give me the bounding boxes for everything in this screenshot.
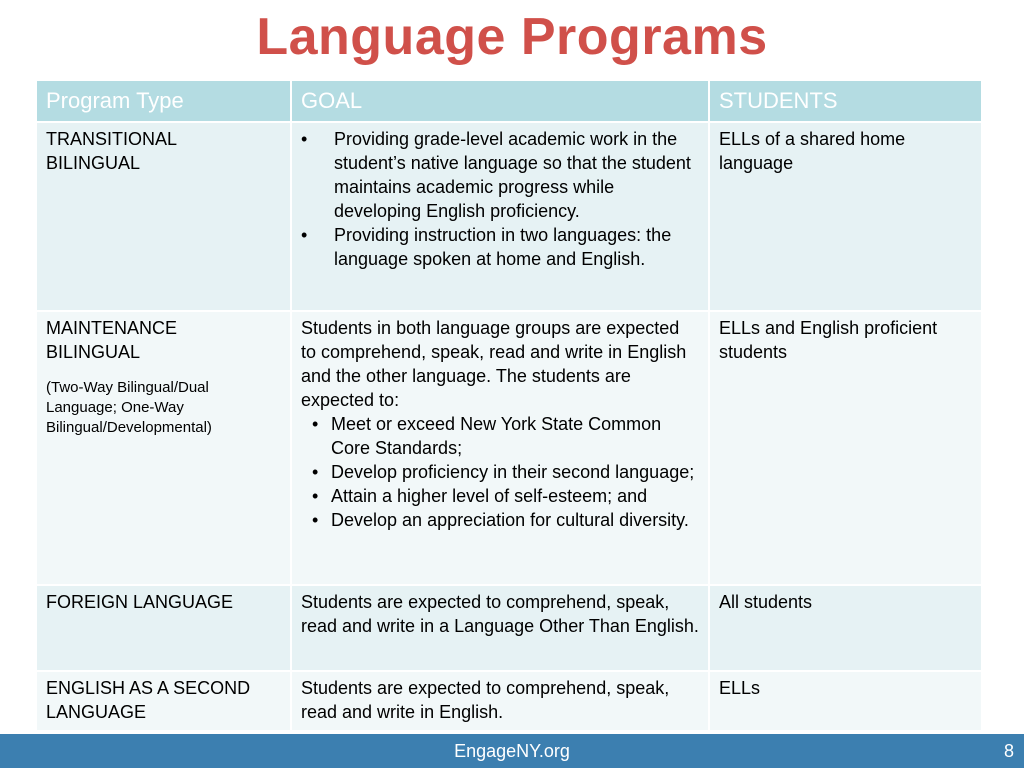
- language-programs-table: [35, 79, 983, 732]
- goal-bullet-list: [301, 412, 699, 532]
- cell-program-type: [36, 311, 291, 585]
- list-item: • Develop proficiency in their second language;: [312, 462, 695, 482]
- bullet-icon: •: [312, 462, 319, 482]
- header-goal: GOAL: [291, 80, 709, 122]
- cell-students: [709, 311, 982, 585]
- students-text: All students: [719, 592, 813, 612]
- table-row: [36, 585, 982, 671]
- program-type-text: ENGLISH AS A SECOND LANGUAGE: [46, 678, 251, 722]
- list-item: • Providing instruction in two languages: the language spoken at home and English.: [301, 225, 672, 269]
- cell-program-type: [36, 122, 291, 311]
- bullet-icon: •: [312, 510, 319, 530]
- goal-text: Students are expected to comprehend, speak, read and write in English.: [301, 678, 670, 722]
- table-row: [36, 311, 982, 585]
- cell-goal: [291, 671, 709, 731]
- bullet-icon: •: [301, 225, 308, 245]
- list-item: • Develop an appreciation for cultural diversity.: [312, 510, 689, 530]
- footer-site-label: EngageNY.org: [454, 741, 570, 761]
- table-row: [36, 671, 982, 731]
- list-item: • Meet or exceed New York State Common Core Standards;: [312, 414, 662, 458]
- program-type-text: MAINTENANCE BILINGUAL: [46, 318, 178, 362]
- page-number: 8: [1003, 741, 1014, 761]
- table-row: [36, 122, 982, 311]
- bullet-icon: •: [312, 486, 319, 506]
- students-text: ELLs: [719, 678, 761, 698]
- footer-bar: [0, 734, 1024, 768]
- header-program-type: Program Type: [36, 80, 291, 122]
- cell-program-type: [36, 585, 291, 671]
- cell-goal: [291, 585, 709, 671]
- students-text: ELLs and English proficient students: [719, 318, 938, 362]
- list-item: • Providing grade-level academic work in the student’s native language so that the student maintains academic progress while developing English proficiency.: [301, 129, 691, 221]
- table-header-row: [36, 80, 982, 122]
- goal-intro-text: Students in both language groups are expected to comprehend, speak, read and write in English and the other language. The students are expected to:: [301, 318, 687, 410]
- program-type-text: TRANSITIONAL BILINGUAL: [46, 129, 177, 173]
- cell-program-type: [36, 671, 291, 731]
- program-type-note: (Two-Way Bilingual/Dual Language; One-Way Bilingual/Developmental): [46, 379, 212, 436]
- cell-students: [709, 671, 982, 731]
- header-students: STUDENTS: [709, 80, 982, 122]
- cell-goal: [291, 122, 709, 311]
- program-type-text: FOREIGN LANGUAGE: [46, 592, 234, 612]
- list-item: • Attain a higher level of self-esteem; and: [312, 486, 648, 506]
- cell-goal: [291, 311, 709, 585]
- goal-bullet-list: [301, 127, 699, 271]
- bullet-icon: •: [312, 414, 319, 434]
- slide-title: Language Programs: [256, 8, 768, 66]
- cell-students: [709, 585, 982, 671]
- bullet-icon: •: [301, 129, 308, 149]
- students-text: ELLs of a shared home language: [719, 129, 906, 173]
- goal-text: Students are expected to comprehend, speak, read and write in a Language Other Than English.: [301, 592, 699, 636]
- cell-students: [709, 122, 982, 311]
